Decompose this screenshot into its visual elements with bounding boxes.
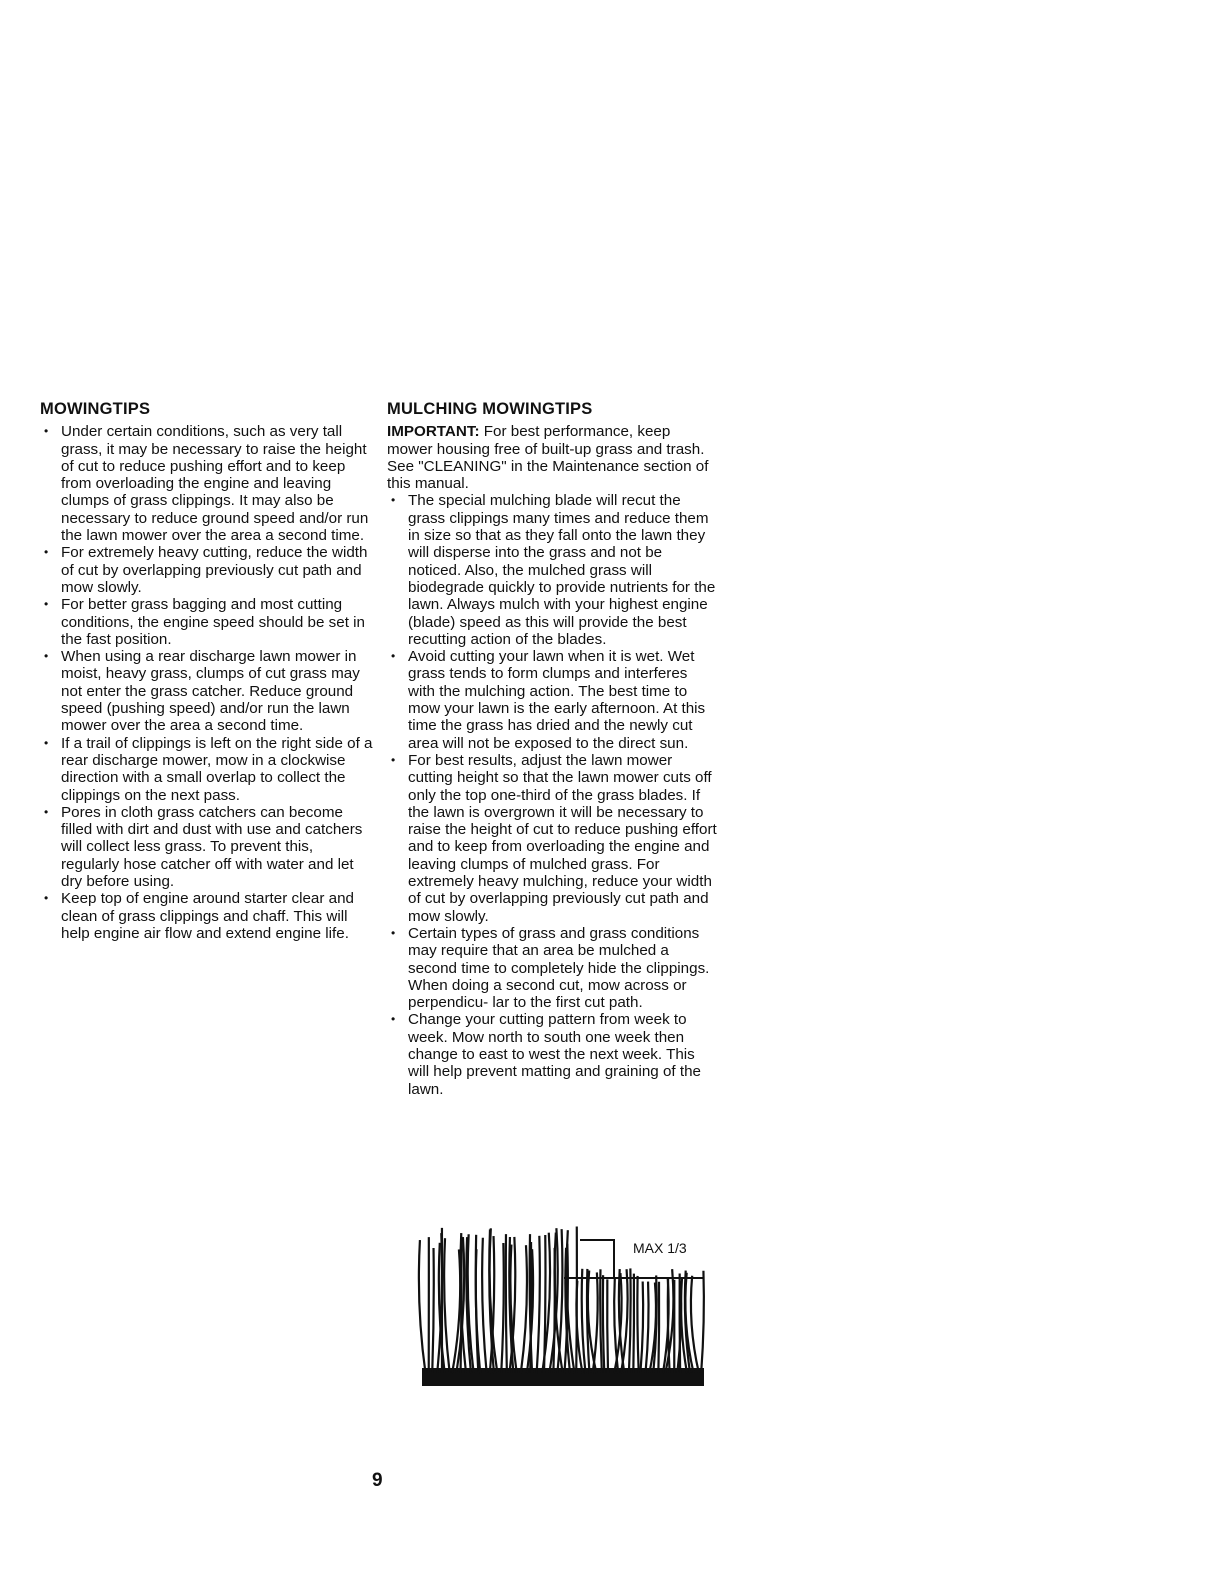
- grass-blade: [506, 1234, 507, 1373]
- grass-blade: [607, 1279, 608, 1373]
- grass-blade: [658, 1282, 659, 1373]
- important-note: [387, 423, 717, 492]
- list-item: • Certain types of grass and grass conditions may require that an area be mulched a second time to completely hide the clippings. When doing a second cut, mow across or perpendicu- lar to the first cut path.: [387, 925, 717, 1011]
- grass-blade: [482, 1238, 487, 1373]
- list-item: • When using a rear discharge lawn mower in moist, heavy grass, clumps of cut grass may not enter the grass catcher. Reduce ground speed (pushing speed) and/or run the lawn mower over the area a second time.: [40, 648, 375, 734]
- mowing-tips-column: [40, 401, 375, 942]
- grass-blade: [582, 1269, 586, 1373]
- mulching-tips-column: [387, 401, 717, 1098]
- list-item: • For better grass bagging and most cutting conditions, the engine speed should be set in the fast position.: [40, 596, 375, 648]
- important-label: IMPORTANT:: [387, 423, 480, 441]
- grass-blade: [444, 1238, 450, 1373]
- grass-blade: [544, 1235, 545, 1373]
- grass-blade: [603, 1275, 604, 1373]
- grass-blade: [419, 1240, 426, 1373]
- list-item: • The special mulching blade will recut the grass clippings many times and reduce them in size so that as they fall onto the lawn they will disperse into the grass and not be noticed. Also, the mulched grass will biodegrade quickly to provide nutrients for the lawn. Always mulch with your highest engine (blade) speed as this will provide the best recutting action of the blades.: [387, 492, 717, 648]
- list-item: • Under certain conditions, such as very tall grass, it may be necessary to raise the height of cut to reduce pushing effort and to keep from overloading the engine and leaving clumps of grass clippings. It may also be necessary to reduce ground speed and/or run the lawn mower over the area a second time.: [40, 423, 375, 544]
- grass-blade: [691, 1276, 699, 1373]
- list-item: • Avoid cutting your lawn when it is wet. Wet grass tends to form clumps and interferes with the mulching action. The best time to mow your lawn is the early afternoon. At this time the grass has dried and the newly cut area will not be exposed to the direct sun.: [387, 648, 717, 752]
- grass-blade: [614, 1278, 618, 1373]
- important-text: For best performance, keep mower housing free of built-up grass and trash. See "CLEANING" in the Maintenance section of this manual.: [387, 423, 709, 493]
- grass-blade: [701, 1271, 704, 1373]
- grass-blade: [501, 1243, 504, 1373]
- grass-blade: [432, 1248, 434, 1373]
- mowing-tips-heading: MOWINGTIPS: [40, 400, 151, 418]
- grass-blade: [600, 1269, 602, 1373]
- grass-blade: [521, 1245, 527, 1373]
- list-item: • For extremely heavy cutting, reduce the width of cut by overlapping previously cut path and mow slowly.: [40, 544, 375, 596]
- list-item: • If a trail of clippings is left on the right side of a rear discharge mower, mow in a clockwise direction with a small overlap to collect the clippings on the next pass.: [40, 735, 375, 804]
- list-item: • Keep top of engine around starter clear and clean of grass clippings and chaff. This will help engine air flow and extend engine life.: [40, 890, 375, 942]
- max-cut-label: MAX 1/3: [633, 1240, 687, 1256]
- mulching-tips-list: [387, 492, 717, 1097]
- mulching-tips-heading: MULCHING MOWINGTIPS: [387, 400, 593, 418]
- grass-blade: [640, 1281, 643, 1373]
- grass-blade: [680, 1274, 681, 1373]
- mowing-tips-list: [40, 423, 375, 942]
- max-bracket: [580, 1240, 614, 1278]
- page-number: 9: [372, 1470, 383, 1491]
- list-item: • For best results, adjust the lawn mower cutting height so that the lawn mower cuts off only the top one-third of the grass blades. If the lawn is overgrown it will be necessary to raise the height of cut to reduce pushing effort and to keep from overloading the engine and leaving clumps of mulched grass. For extremely heavy mulching, reduce your width of cut by overlapping previously cut path and mow slowly.: [387, 752, 717, 925]
- grass-blade: [629, 1268, 631, 1373]
- grass-blade: [637, 1276, 638, 1373]
- list-item: • Change your cutting pattern from week to week. Mow north to south one week then change to east to west the next week. This will help prevent matting and graining of the lawn.: [387, 1011, 717, 1097]
- list-item: • Pores in cloth grass catchers can become filled with dirt and dust with use and catchers will collect less grass. To prevent this, regularly hose catcher off with water and let dry before using.: [40, 804, 375, 890]
- grass-blade: [645, 1282, 648, 1373]
- grass-blade: [537, 1236, 540, 1373]
- grass-blade: [633, 1274, 634, 1373]
